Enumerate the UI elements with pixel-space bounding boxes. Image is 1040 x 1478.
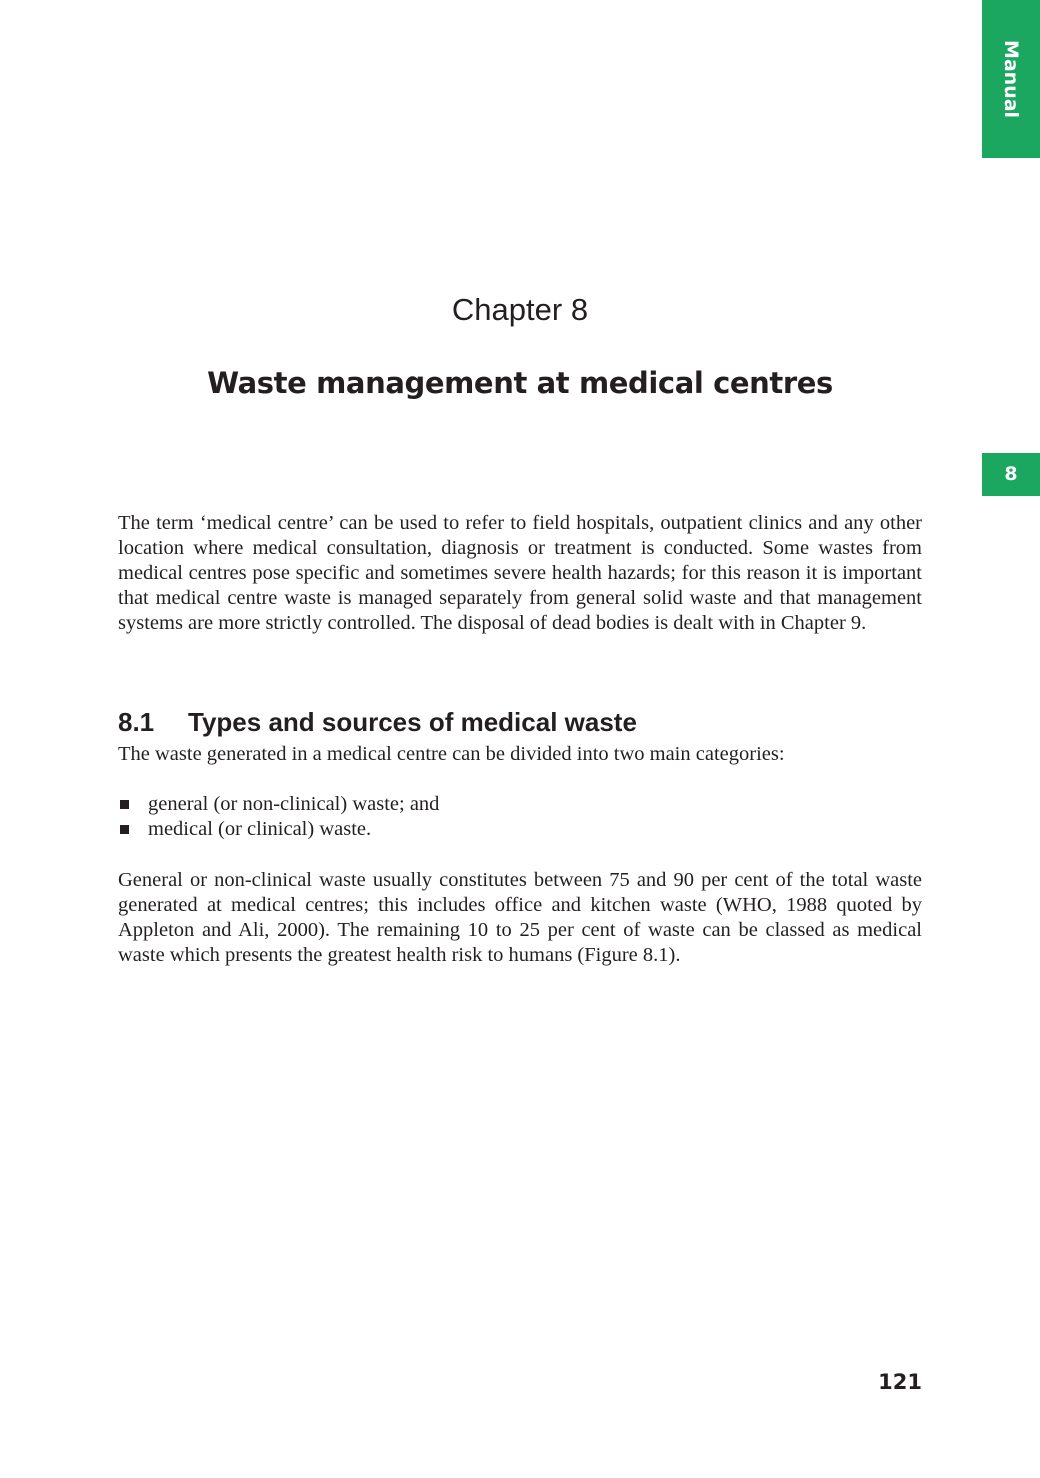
page-number: 121 bbox=[878, 1370, 922, 1394]
square-bullet-icon bbox=[120, 800, 129, 809]
chapter-label: Chapter 8 bbox=[451, 292, 589, 327]
list-item bbox=[118, 792, 439, 817]
chapter-title: Waste management at medical centres bbox=[207, 366, 833, 400]
list-item-text: general (or non-clinical) waste; and bbox=[148, 793, 440, 815]
side-tab-manual-label: Manual bbox=[1000, 39, 1022, 119]
side-tab-chapter-number: 8 bbox=[982, 453, 1040, 496]
intro-paragraph: The term ‘medical centre’ can be used to refer to field hospitals, outpatient clinics and any other location where medical consultation, diagnosis or treatment is conducted. Some wastes from medical centres pose specific and sometimes severe health hazards; for this reason it is important that medical centre waste is managed separately from general solid waste and that management systems are more strictly controlled. The disposal of dead bodies is dealt with in Chapter 9. bbox=[118, 512, 922, 634]
section-heading bbox=[118, 707, 637, 738]
section-title: Types and sources of medical waste bbox=[188, 707, 637, 737]
category-list bbox=[118, 792, 439, 842]
section-paragraph: General or non-clinical waste usually constitutes between 75 and 90 per cent of the total waste generated at medical centres; this includes office and kitchen waste (WHO, 1988 quoted by Appleton and Ali, 2000). The remaining 10 to 25 per cent of waste can be classed as medical waste which presents the greatest health risk to humans (Figure 8.1). bbox=[118, 869, 922, 966]
list-item bbox=[118, 817, 439, 842]
section-lead: The waste generated in a medical centre can be divided into two main categories: bbox=[118, 743, 785, 765]
section-number: 8.1 bbox=[118, 707, 155, 737]
list-item-text: medical (or clinical) waste. bbox=[148, 818, 372, 840]
side-tab-manual bbox=[982, 0, 1040, 158]
square-bullet-icon bbox=[120, 825, 129, 834]
